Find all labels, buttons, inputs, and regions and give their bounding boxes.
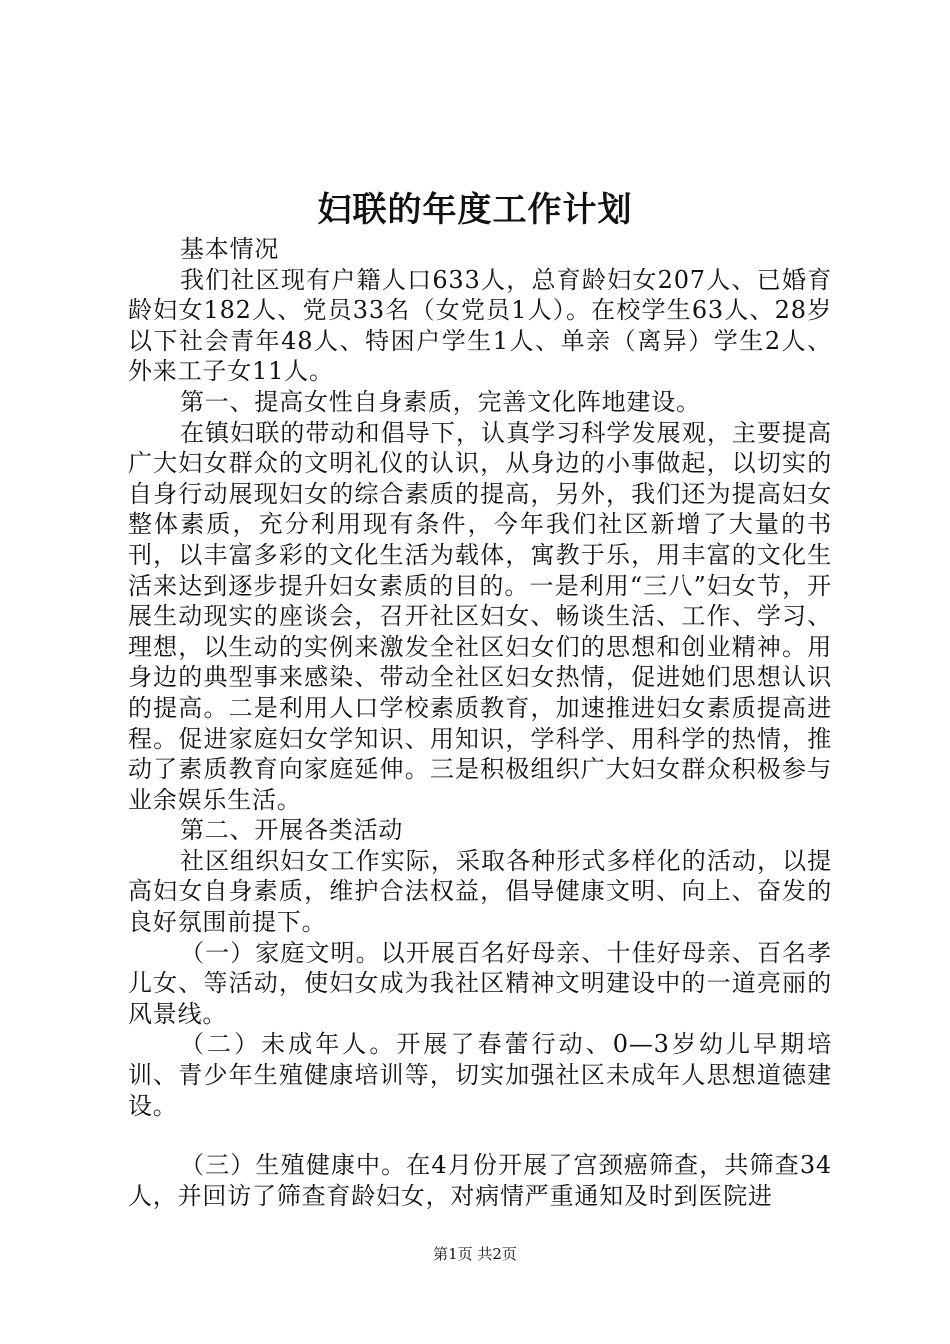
document-title: 妇联的年度工作计划 [317, 190, 633, 230]
item-reproductive-health: （三）生殖健康中。在4月份开展了宫颈癌筛查，共筛查34人，并回访了筛查育龄妇女，对病情严重通知及时到医院进 [128, 1151, 832, 1210]
paragraph-second-detail: 社区组织妇女工作实际，采取各种形式多样化的活动，以提高妇女自身素质，维护合法权益，倡导健康文明、向上、奋发的良好氛围前提下。 [128, 846, 832, 937]
section-heading-second: 第二、开展各类活动 [180, 816, 404, 845]
document-body [128, 234, 832, 1211]
page-footer: 第1页 共2页 [433, 1245, 517, 1263]
section-heading-basic-situation: 基本情况 [180, 235, 280, 263]
section-heading-first: 第一、提高女性自身素质，完善文化阵地建设。 [180, 387, 701, 416]
paragraph-first-detail: 在镇妇联的带动和倡导下，认真学习科学发展观，主要提高广大妇女群众的文明礼仪的认识，从身边的小事做起，以切实的自身行动展现妇女的综合素质的提高，另外，我们还为提高妇女整体素质，充分利用现有条件，今年我们社区新增了大量的书刊，以丰富多彩的文化生活为载体，寓教于乐，用丰富的文化生活来达到逐步提升妇女素质的目的。一是利用“三八”妇女节，开展生动现实的座谈会，召开社区妇女、畅谈生活、工作、学习、理想，以生动的实例来激发全社区妇女们的思想和创业精神。用身边的典型事来感染、带动全社区妇女热情，促进她们思想认识的提高。二是利用人口学校素质教育，加速推进妇女素质提高进程。促进家庭妇女学知识、用知识，学科学、用科学的热情，推动了素质教育向家庭延伸。三是积极组织广大妇女群众积极参与业余娱乐生活。 [128, 418, 832, 814]
item-family-civilization: （一）家庭文明。以开展百名好母亲、十佳好母亲、百名孝儿女、等活动，使妇女成为我社区精神文明建设中的一道亮丽的风景线。 [128, 938, 832, 1028]
item-minors: （二）未成年人。开展了春蕾行动、0—3岁幼儿早期培训、青少年生殖健康培训等，切实加强社区未成年人思想道德建设。 [128, 1030, 832, 1120]
paragraph-population: 我们社区现有户籍人口633人，总育龄妇女207人、已婚育龄妇女182人、党员33名（女党员1人）。在校学生63人、28岁以下社会青年48人、特困户学生1人、单亲（离异）学生2人、外来工子女11人。 [128, 265, 832, 386]
